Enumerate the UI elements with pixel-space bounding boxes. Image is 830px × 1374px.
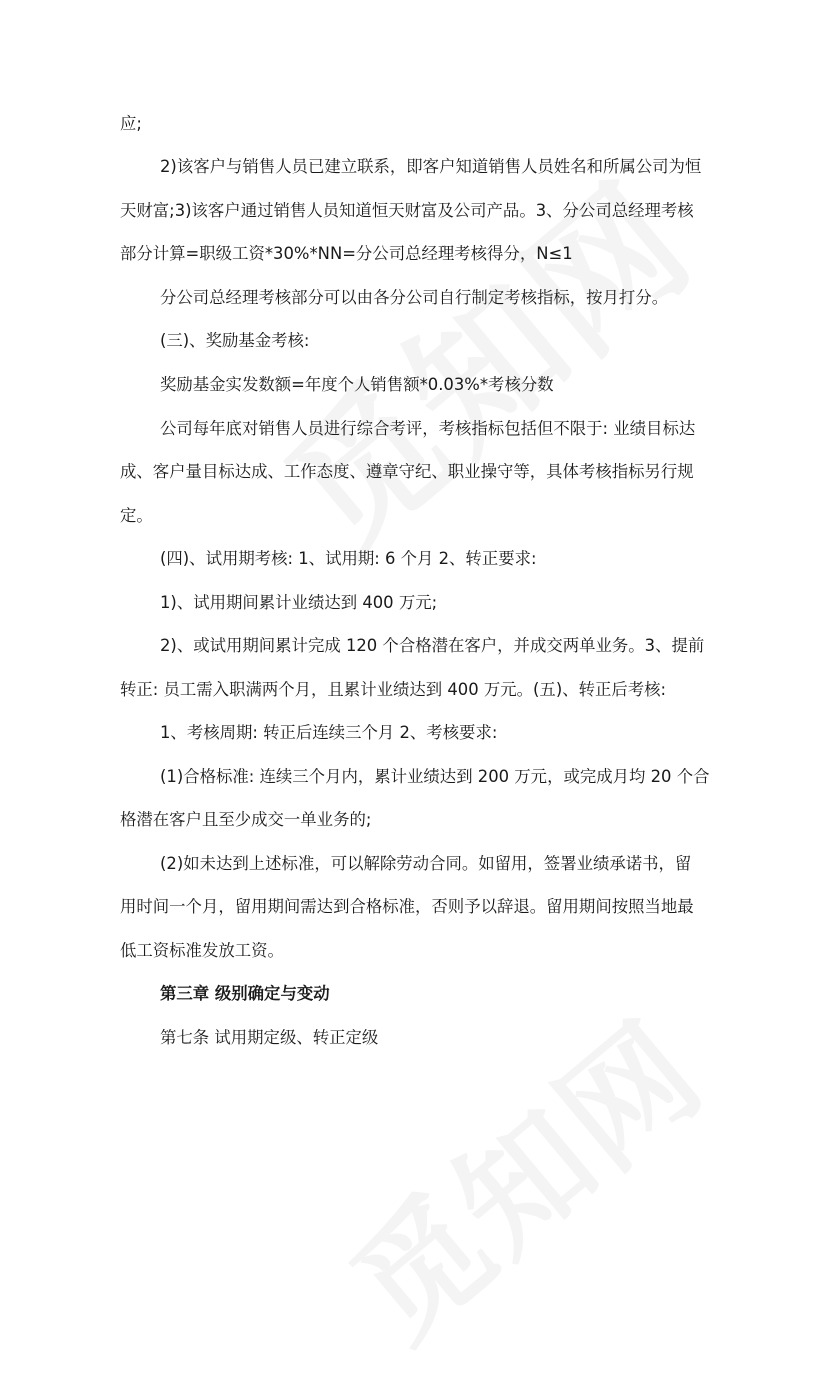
chapter-heading: 第三章 级别确定与变动 [160,984,330,1003]
paragraph-line: 用时间一个月，留用期间需达到合格标准，否则予以辞退。留用期间按照当地最 [120,897,694,916]
article-heading: 第七条 试用期定级、转正定级 [160,1028,379,1047]
paragraph-line: 1、考核周期: 转正后连续三个月 2、考核要求: [160,723,498,742]
paragraph-line: 奖励基金实发数额=年度个人销售额*0.03%*考核分数 [160,375,554,394]
paragraph-line: 2)、或试用期间累计完成 120 个合格潜在客户，并成交两单业务。3、提前 [160,636,705,655]
paragraph-line: (1)合格标准: 连续三个月内，累计业绩达到 200 万元，或完成月均 20 个合 [160,767,710,786]
section-heading: (三)、奖励基金考核: [160,331,310,350]
paragraph-line: 1)、试用期间累计业绩达到 400 万元; [160,593,438,612]
section-heading: (四)、试用期考核: 1、试用期: 6 个月 2、转正要求: [160,549,537,568]
paragraph-line: 格潜在客户且至少成交一单业务的; [120,810,372,829]
paragraph-line: 转正: 员工需入职满两个月，且累计业绩达到 400 万元。(五)、转正后考核: [120,680,667,699]
paragraph-line: 部分计算=职级工资*30%*NN=分公司总经理考核得分，N≤1 [120,244,573,263]
paragraph-line: 公司每年底对销售人员进行综合考评，考核指标包括但不限于: 业绩目标达 [160,419,696,438]
paragraph-line: 成、客户量目标达成、工作态度、遵章守纪、职业操守等，具体考核指标另行规 [120,462,694,481]
paragraph-line: 应; [120,114,142,133]
paragraph-line: 分公司总经理考核部分可以由各分公司自行制定考核指标，按月打分。 [160,288,669,307]
paragraph-line: 天财富;3)该客户通过销售人员知道恒天财富及公司产品。3、分公司总经理考核 [120,201,694,220]
paragraph-line: 低工资标准发放工资。 [120,941,284,960]
paragraph-line: 2)该客户与销售人员已建立联系，即客户知道销售人员姓名和所属公司为恒 [160,157,702,176]
paragraph-line: 定。 [120,506,153,525]
paragraph-line: (2)如未达到上述标准，可以解除劳动合同。如留用，签署业绩承诺书，留 [160,854,692,873]
